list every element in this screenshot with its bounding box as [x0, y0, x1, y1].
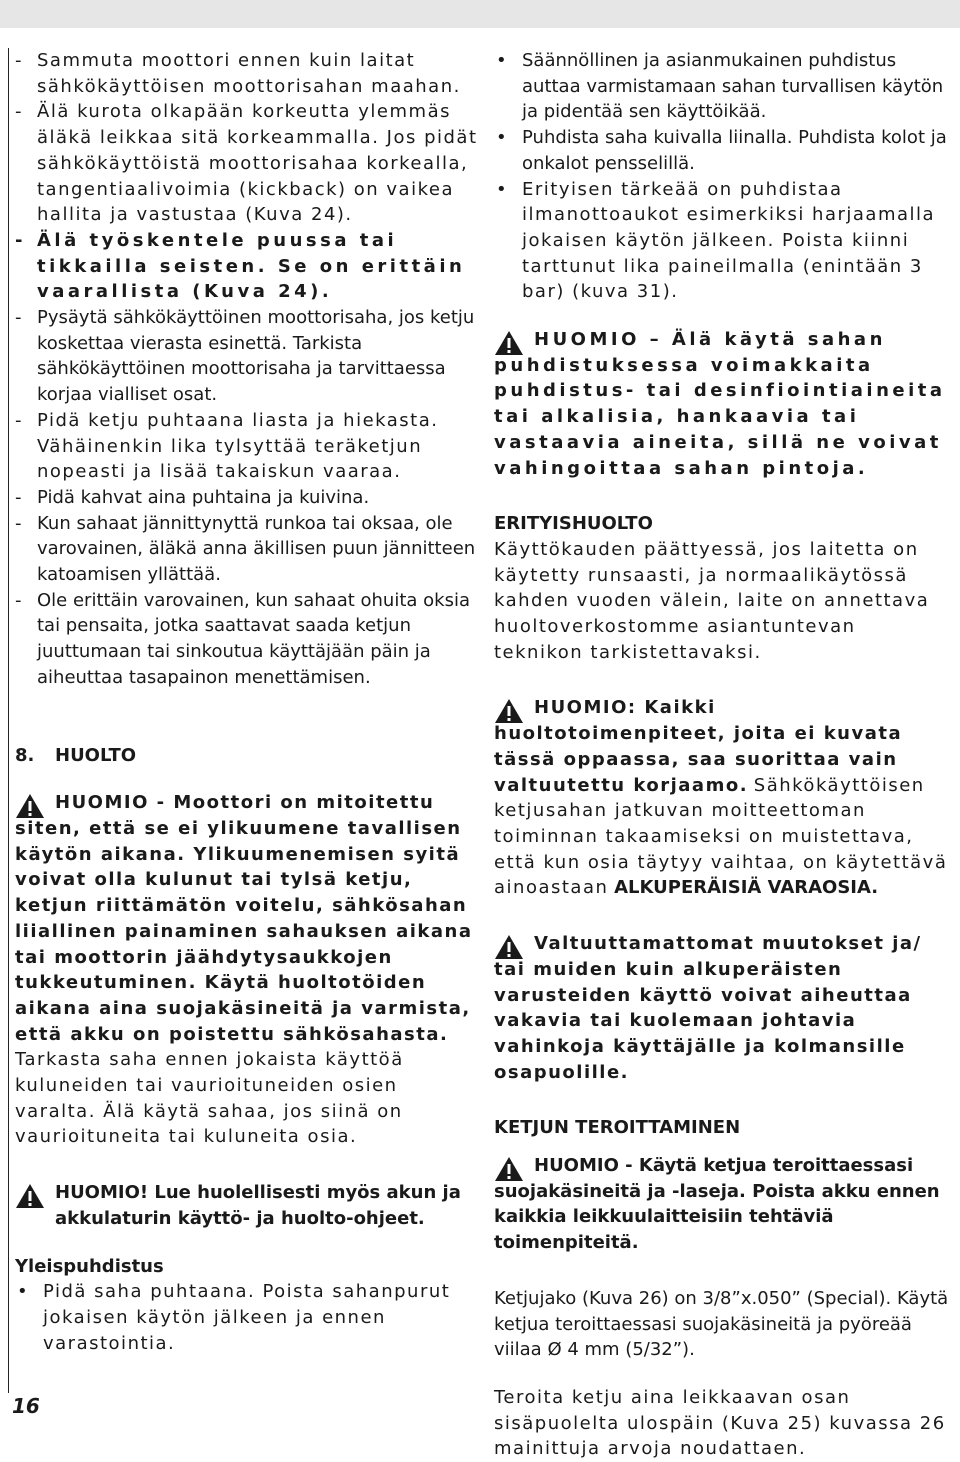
warning-text: HUOMIO! Lue huolellisesti myös akun ja akkulaturin käyttö- ja huolto-ohjeet. — [55, 1182, 461, 1229]
subheading: Yleispuhdistus — [15, 1255, 164, 1277]
paragraph: Ketjujako (Kuva 26) on 3/8”x.050” (Special). Käytä ketjua teroittaessasi suojakäsineitä ja pyöreää viilaa Ø 4 mm (5/32”). — [494, 1287, 949, 1361]
list-item: • Puhdista saha kuivalla liinalla. Puhdista kolot ja onkalot pensselillä. — [494, 125, 950, 176]
list-item: - Pidä kahvat aina puhtaina ja kuivina. — [15, 485, 481, 511]
warning-text: HUOMIO - Moottori on mitoitettu siten, että se ei ylikuumene tavallisen käytön aikana. Ylikuumenemisen syitä voivat olla kulunut tai tylsä ketju, ketjun riittämätön voitelu, sähkösahan liiallinen painaminen sahauksen aikana tai moottorin jäähdytysaukkojen tukkeutuminen. Käytä huoltotöiden aikana aina suojakäsineitä ja varmista, että akku on poistettu sähkösahasta. — [15, 792, 473, 1045]
paragraph: Tarkasta saha ennen jokaista käyttöä kuluneiden tai vaurioituneiden osien varalta. Älä käytä sahaa, jos siinä on vaurioituneita tai kuluneita osia. — [15, 1049, 404, 1148]
warning-triangle-icon — [494, 934, 524, 960]
list-item: - Älä työskentele puussa tai tikkailla seisten. Se on erittäin vaarallista (Kuva 24). — [15, 228, 481, 305]
list-item: - Pysäytä sähkökäyttöinen moottorisaha, jos ketju koskettaa vierasta esinettä. Tarkista sähkökäyttöinen moottorisaha ja tarvittaessa korjaa vialliset osat. — [15, 305, 481, 408]
list-item: - Kun sahaat jännittynyttä runkoa tai oksaa, ole varovainen, äläkä anna äkillisen puun jännitteen katoamisen yllättää. — [15, 511, 481, 588]
warning-text: HUOMIO – Älä käytä sahan puhdistuksessa voimakkaita puhdistus- tai desinfiointiaineita tai alkalisia, hankaavia tai vastaavia aineita, sillä ne voivat vahingoittaa sahan pintoja. — [494, 329, 946, 479]
list-item: • Pidä saha puhtaana. Poista sahanpurut jokaisen käytön jälkeen ja ennen varastointia. — [15, 1279, 481, 1356]
warning-block — [15, 1180, 481, 1231]
warning-block — [494, 695, 950, 901]
left-column — [8, 48, 481, 1393]
page-number: 16 — [12, 1394, 40, 1418]
section-number: 8. — [15, 744, 35, 766]
list-item: - Sammuta moottori ennen kuin laitat sähkökäyttöisen moottorisahan maahan. — [15, 48, 481, 99]
top-bar — [0, 0, 960, 28]
paragraph: Käyttökauden päättyessä, jos laitetta on käytetty runsaasti, ja normaalikäytössä kahden vuoden välein, laite on annettava huoltoverkostomme asiantuntevan teknikon tarkistettavaksi. — [494, 538, 930, 663]
warning-block — [494, 1153, 950, 1256]
paragraph: Teroita ketju aina leikkaavan osan sisäpuolelta ulospäin (Kuva 25) kuvassa 26 mainittuja arvoja noudattaen. — [494, 1386, 946, 1460]
warning-triangle-icon — [494, 1156, 524, 1182]
heading: ERITYISHUOLTO — [494, 513, 653, 535]
right-column — [494, 48, 950, 1462]
heading: KETJUN TEROITTAMINEN — [494, 1117, 741, 1139]
warning-text: HUOMIO: Kaikki huoltotoimenpiteet, joita ei kuvata tässä oppaassa, saa suorittaa vain valtuutettu korjaamo. Sähkökäyttöisen ketjusahan jatkuvan moitteettoman toiminnan takaamiseksi on muistettava, että kun osia täytyy vaihtaa, on käytettävä ainoastaan ALKUPERÄISIÄ VARAOSIA. — [494, 697, 948, 899]
warning-triangle-icon — [15, 1183, 45, 1209]
warning-block — [494, 327, 950, 481]
warning-triangle-icon — [15, 793, 45, 819]
warning-text: HUOMIO - Käytä ketjua teroittaessasi suojakäsineitä ja -laseja. Poista akku ennen kaikkia leikkuulaitteisiin tehtäviä toimenpiteitä. — [494, 1155, 940, 1254]
section-heading — [15, 743, 481, 769]
list-item: - Pidä ketju puhtaana liasta ja hiekasta. Vähäinenkin lika tylsyttää teräketjun nopeasti ja lisää takaiskun vaaraa. — [15, 408, 481, 485]
list-item: • Erityisen tärkeää on puhdistaa ilmanottoaukot esimerkiksi harjaamalla jokaisen käytön jälkeen. Poista kiinni tarttunut lika paineilmalla (enintään 3 bar) (kuva 31). — [494, 177, 950, 306]
warning-block — [15, 790, 481, 1047]
warning-text: Valtuuttamattomat muutokset ja/ tai muiden kuin alkuperäisten varusteiden käyttö voivat aiheuttaa vakavia tai kuolemaan johtavia vahinkoja käyttäjälle ja kolmansille osapuolille. — [494, 933, 922, 1083]
list-item: - Ole erittäin varovainen, kun sahaat ohuita oksia tai pensaita, jotka saattavat saada ketjun juuttumaan tai sinkoutua käyttäjään päin ja aiheuttaa tasapainon menettämisen. — [15, 588, 481, 691]
warning-triangle-icon — [494, 330, 524, 356]
section-title: HUOLTO — [55, 744, 137, 766]
list-item: - Älä kurota olkapään korkeutta ylemmäs äläkä leikkaa sitä korkeammalla. Jos pidät sähkökäyttöistä moottorisahaa korkealla, tangentiaalivoimia (kickback) on vaikea hallita ja vastustaa (Kuva 24). — [15, 99, 481, 228]
warning-block — [494, 931, 950, 1085]
warning-triangle-icon — [494, 698, 524, 724]
list-item: • Säännöllinen ja asianmukainen puhdistus auttaa varmistamaan sahan turvallisen käytön ja pidentää sen käyttöikää. — [494, 48, 950, 125]
